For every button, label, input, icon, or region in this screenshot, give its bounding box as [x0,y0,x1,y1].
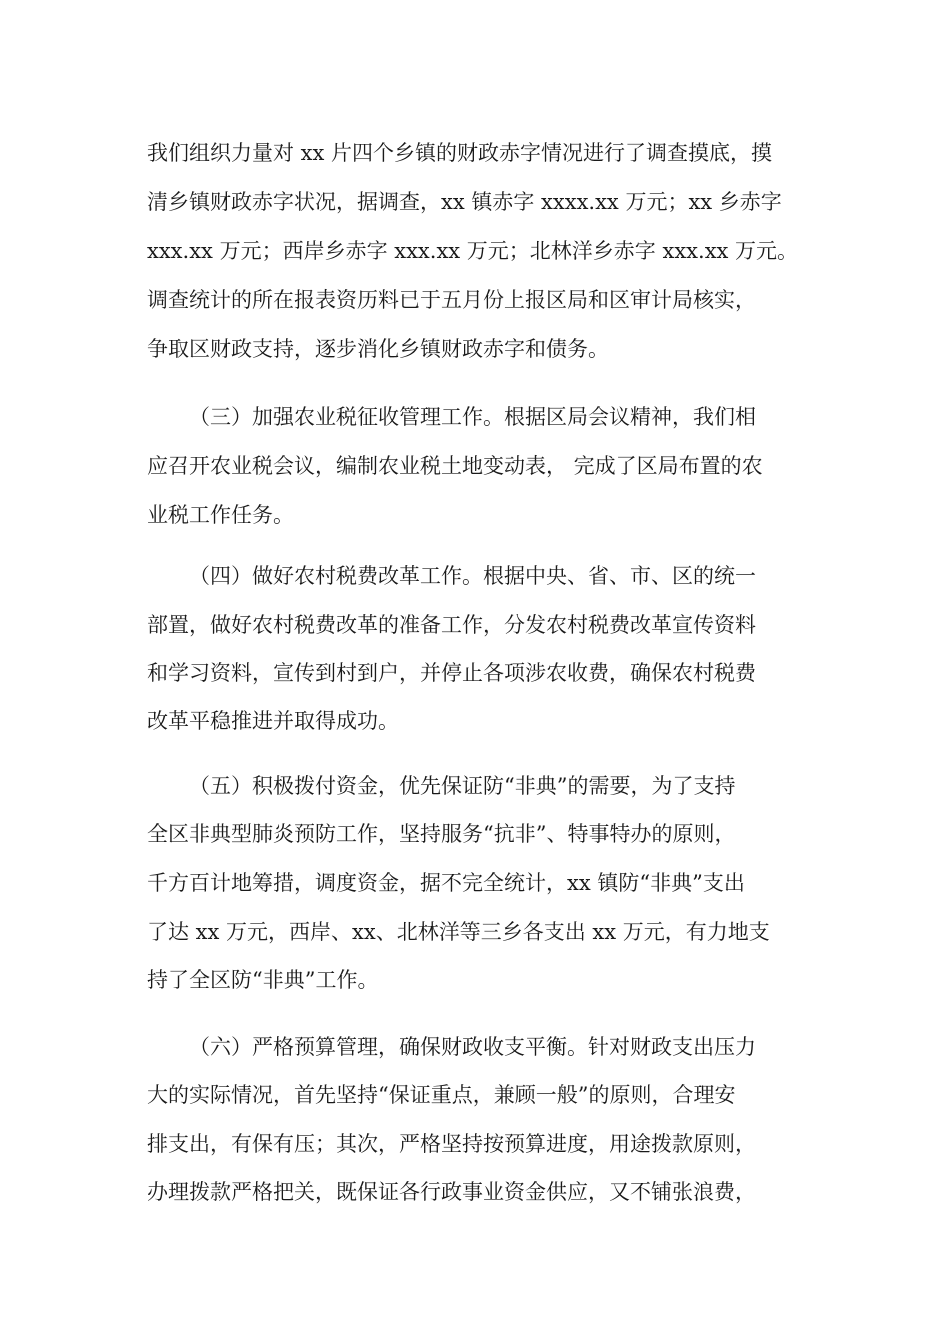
text-line: xxx.xx 万元；西岸乡赤字 xxx.xx 万元；北林洋乡赤字 xxx.xx 万元。 [147,239,799,263]
text-line: 调查统计的所在报表资历料已于五月份上报区局和区审计局核实， [147,288,756,312]
text-line: 了达 xx 万元，西岸、xx、北林洋等三乡各支出 xx 万元，有力地支 [147,920,770,944]
text-line: 和学习资料，宣传到村到户，并停止各项涉农收费，确保农村税费 [147,661,756,685]
text-line: 排支出，有保有压；其次，严格坚持按预算进度，用途拨款原则， [147,1132,756,1156]
paragraph-4-first-line: （四）做好农村税费改革工作。根据中央、省、市、区的统一 [189,564,756,588]
text-line: 持了全区防“非典”工作。 [147,968,379,992]
text-line: 应召开农业税会议，编制农业税土地变动表， 完成了区局布置的农 [147,454,763,478]
text-line: 争取区财政支持，逐步消化乡镇财政赤字和债务。 [147,337,609,361]
text-line: 千方百计地筹措，调度资金，据不完全统计，xx 镇防“非典”支出 [147,871,745,895]
text-line: 全区非典型肺炎预防工作，坚持服务“抗非”、特事特办的原则， [147,822,736,846]
text-line: 我们组织力量对 xx 片四个乡镇的财政赤字情况进行了调查摸底，摸 [147,141,773,165]
text-line: 改革平稳推进并取得成功。 [147,709,399,733]
paragraph-5-first-line: （五）积极拨付资金，优先保证防“非典”的需要，为了支持 [189,774,736,798]
text-line: 办理拨款严格把关，既保证各行政事业资金供应，又不铺张浪费， [147,1180,756,1204]
text-line: 大的实际情况，首先坚持“保证重点，兼顾一般”的原则，合理安 [147,1083,736,1107]
text-line: 业税工作任务。 [147,503,294,527]
text-line: 清乡镇财政赤字状况，据调查，xx 镇赤字 xxxx.xx 万元；xx 乡赤字 [147,190,782,214]
text-line: 部置，做好农村税费改革的准备工作，分发农村税费改革宣传资料 [147,613,756,637]
paragraph-6-first-line: （六）严格预算管理，确保财政收支平衡。针对财政支出压力 [189,1035,756,1059]
paragraph-3-first-line: （三）加强农业税征收管理工作。根据区局会议精神，我们相 [189,405,756,429]
